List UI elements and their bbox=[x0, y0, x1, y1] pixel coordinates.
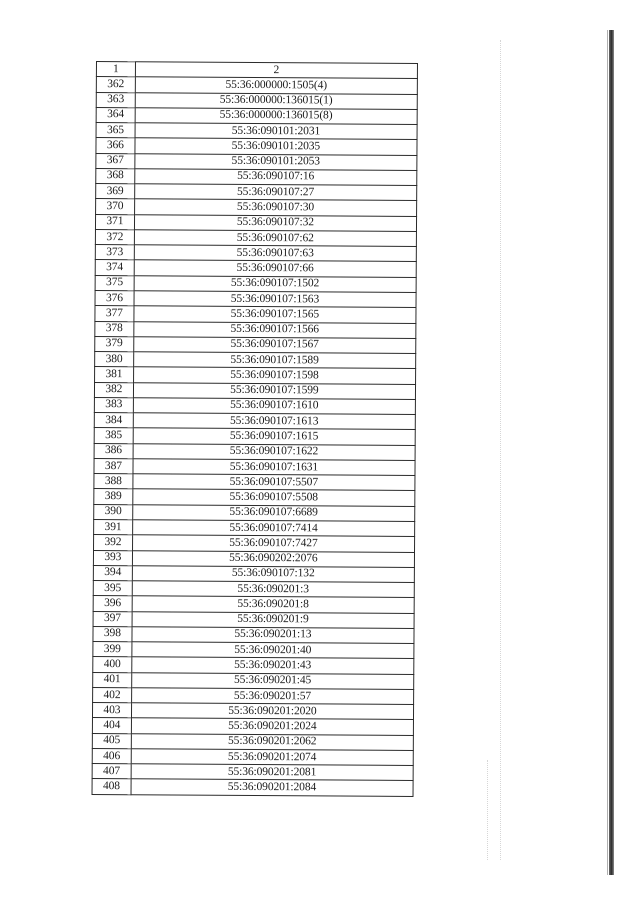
cadastral-code-cell: 55:36:000000:136015(1) bbox=[135, 92, 417, 109]
row-number-cell: 362 bbox=[96, 77, 135, 93]
header-column-code: 2 bbox=[135, 62, 417, 79]
row-number-cell: 382 bbox=[94, 382, 133, 398]
row-number-cell: 373 bbox=[95, 245, 134, 261]
row-number-cell: 366 bbox=[96, 138, 135, 154]
row-number-cell: 368 bbox=[96, 168, 135, 184]
scan-artifact-dots bbox=[500, 40, 502, 860]
table-body bbox=[92, 77, 417, 796]
row-number-cell: 389 bbox=[94, 489, 133, 505]
cadastral-code-cell: 55:36:090107:27 bbox=[134, 184, 416, 201]
row-number-cell: 386 bbox=[94, 443, 133, 459]
cadastral-code-cell: 55:36:090107:30 bbox=[134, 199, 416, 216]
table-row bbox=[92, 779, 413, 796]
row-number-cell: 371 bbox=[95, 214, 134, 230]
cadastral-code-cell: 55:36:090107:5507 bbox=[133, 474, 415, 491]
cadastral-code-cell: 55:36:090101:2031 bbox=[135, 123, 417, 140]
cadastral-code-cell: 55:36:090201:13 bbox=[132, 627, 414, 644]
row-number-cell: 394 bbox=[93, 565, 132, 581]
scan-edge-line bbox=[607, 30, 608, 875]
cadastral-code-cell: 55:36:090107:1589 bbox=[133, 352, 415, 369]
cadastral-code-cell: 55:36:090201:3 bbox=[132, 581, 414, 598]
cadastral-code-cell: 55:36:090101:2035 bbox=[135, 138, 417, 155]
cadastral-code-cell: 55:36:090107:16 bbox=[135, 169, 417, 186]
cadastral-code-cell: 55:36:090107:1565 bbox=[134, 306, 416, 323]
row-number-cell: 397 bbox=[93, 611, 132, 627]
row-number-cell: 402 bbox=[93, 687, 132, 703]
cadastral-code-cell: 55:36:090202:2076 bbox=[132, 550, 414, 567]
cadastral-code-cell: 55:36:090107:1567 bbox=[133, 337, 415, 354]
row-number-cell: 390 bbox=[94, 504, 133, 520]
row-number-cell: 377 bbox=[95, 306, 134, 322]
row-number-cell: 406 bbox=[92, 748, 131, 764]
row-number-cell: 372 bbox=[95, 229, 134, 245]
cadastral-code-cell: 55:36:000000:136015(8) bbox=[135, 108, 417, 125]
cadastral-code-cell: 55:36:090107:1566 bbox=[134, 321, 416, 338]
cadastral-code-cell: 55:36:090107:63 bbox=[134, 245, 416, 262]
cadastral-code-cell: 55:36:090201:2062 bbox=[131, 733, 413, 750]
row-number-cell: 380 bbox=[95, 352, 134, 368]
cadastral-code-cell: 55:36:090201:43 bbox=[132, 657, 414, 674]
scan-artifact-dots-lower bbox=[487, 760, 489, 860]
row-number-cell: 405 bbox=[92, 733, 131, 749]
row-number-cell: 408 bbox=[92, 779, 131, 795]
cadastral-number-table bbox=[92, 61, 418, 797]
cadastral-code-cell: 55:36:090107:6689 bbox=[132, 504, 414, 521]
row-number-cell: 378 bbox=[95, 321, 134, 337]
row-number-cell: 388 bbox=[94, 474, 133, 490]
row-number-cell: 370 bbox=[96, 199, 135, 215]
row-number-cell: 407 bbox=[92, 764, 131, 780]
row-number-cell: 379 bbox=[95, 336, 134, 352]
row-number-cell: 392 bbox=[94, 535, 133, 551]
cadastral-code-cell: 55:36:090107:7427 bbox=[132, 535, 414, 552]
row-number-cell: 365 bbox=[96, 123, 135, 139]
cadastral-code-cell: 55:36:090107:1610 bbox=[133, 398, 415, 415]
cadastral-code-cell: 55:36:090107:1598 bbox=[133, 367, 415, 384]
cadastral-code-cell: 55:36:090201:2020 bbox=[131, 703, 413, 720]
row-number-cell: 391 bbox=[94, 519, 133, 535]
row-number-cell: 396 bbox=[93, 596, 132, 612]
row-number-cell: 374 bbox=[95, 260, 134, 276]
row-number-cell: 393 bbox=[93, 550, 132, 566]
row-number-cell: 383 bbox=[94, 397, 133, 413]
cadastral-code-cell: 55:36:090107:1613 bbox=[133, 413, 415, 430]
row-number-cell: 363 bbox=[96, 92, 135, 108]
cadastral-code-cell: 55:36:090107:1563 bbox=[134, 291, 416, 308]
cadastral-code-cell: 55:36:090107:1502 bbox=[134, 275, 416, 292]
cadastral-code-cell: 55:36:090201:2074 bbox=[131, 749, 413, 766]
cadastral-code-cell: 55:36:090107:66 bbox=[134, 260, 416, 277]
cadastral-code-cell: 55:36:090107:1599 bbox=[133, 382, 415, 399]
cadastral-code-cell: 55:36:000000:1505(4) bbox=[135, 77, 417, 94]
row-number-cell: 404 bbox=[92, 718, 131, 734]
row-number-cell: 399 bbox=[93, 642, 132, 658]
row-number-cell: 385 bbox=[94, 428, 133, 444]
cadastral-code-cell: 55:36:090201:40 bbox=[132, 642, 414, 659]
row-number-cell: 381 bbox=[95, 367, 134, 383]
row-number-cell: 369 bbox=[96, 184, 135, 200]
cadastral-code-cell: 55:36:090201:8 bbox=[132, 596, 414, 613]
row-number-cell: 395 bbox=[93, 581, 132, 597]
header-column-number: 1 bbox=[96, 62, 135, 78]
cadastral-code-cell: 55:36:090107:132 bbox=[132, 565, 414, 582]
cadastral-code-cell: 55:36:090201:57 bbox=[131, 688, 413, 705]
cadastral-code-cell: 55:36:090201:45 bbox=[131, 672, 413, 689]
cadastral-code-cell: 55:36:090107:32 bbox=[134, 214, 416, 231]
row-number-cell: 384 bbox=[94, 413, 133, 429]
cadastral-code-cell: 55:36:090107:1622 bbox=[133, 443, 415, 460]
cadastral-code-cell: 55:36:090107:5508 bbox=[133, 489, 415, 506]
row-number-cell: 398 bbox=[93, 626, 132, 642]
row-number-cell: 376 bbox=[95, 290, 134, 306]
row-number-cell: 375 bbox=[95, 275, 134, 291]
row-number-cell: 400 bbox=[93, 657, 132, 673]
row-number-cell: 401 bbox=[93, 672, 132, 688]
cadastral-code-cell: 55:36:090107:62 bbox=[134, 230, 416, 247]
row-number-cell: 367 bbox=[96, 153, 135, 169]
cadastral-code-cell: 55:36:090107:7414 bbox=[132, 520, 414, 537]
row-number-cell: 403 bbox=[92, 703, 131, 719]
cadastral-code-cell: 55:36:090201:2084 bbox=[131, 779, 413, 796]
cadastral-code-cell: 55:36:090101:2053 bbox=[135, 153, 417, 170]
cadastral-code-cell: 55:36:090107:1615 bbox=[133, 428, 415, 445]
cadastral-code-cell: 55:36:090201:2081 bbox=[131, 764, 413, 781]
scan-edge-shadow bbox=[609, 30, 614, 875]
row-number-cell: 387 bbox=[94, 458, 133, 474]
cadastral-code-cell: 55:36:090107:1631 bbox=[133, 459, 415, 476]
cadastral-code-cell: 55:36:090201:9 bbox=[132, 611, 414, 628]
cadastral-code-cell: 55:36:090201:2024 bbox=[131, 718, 413, 735]
row-number-cell: 364 bbox=[96, 107, 135, 123]
